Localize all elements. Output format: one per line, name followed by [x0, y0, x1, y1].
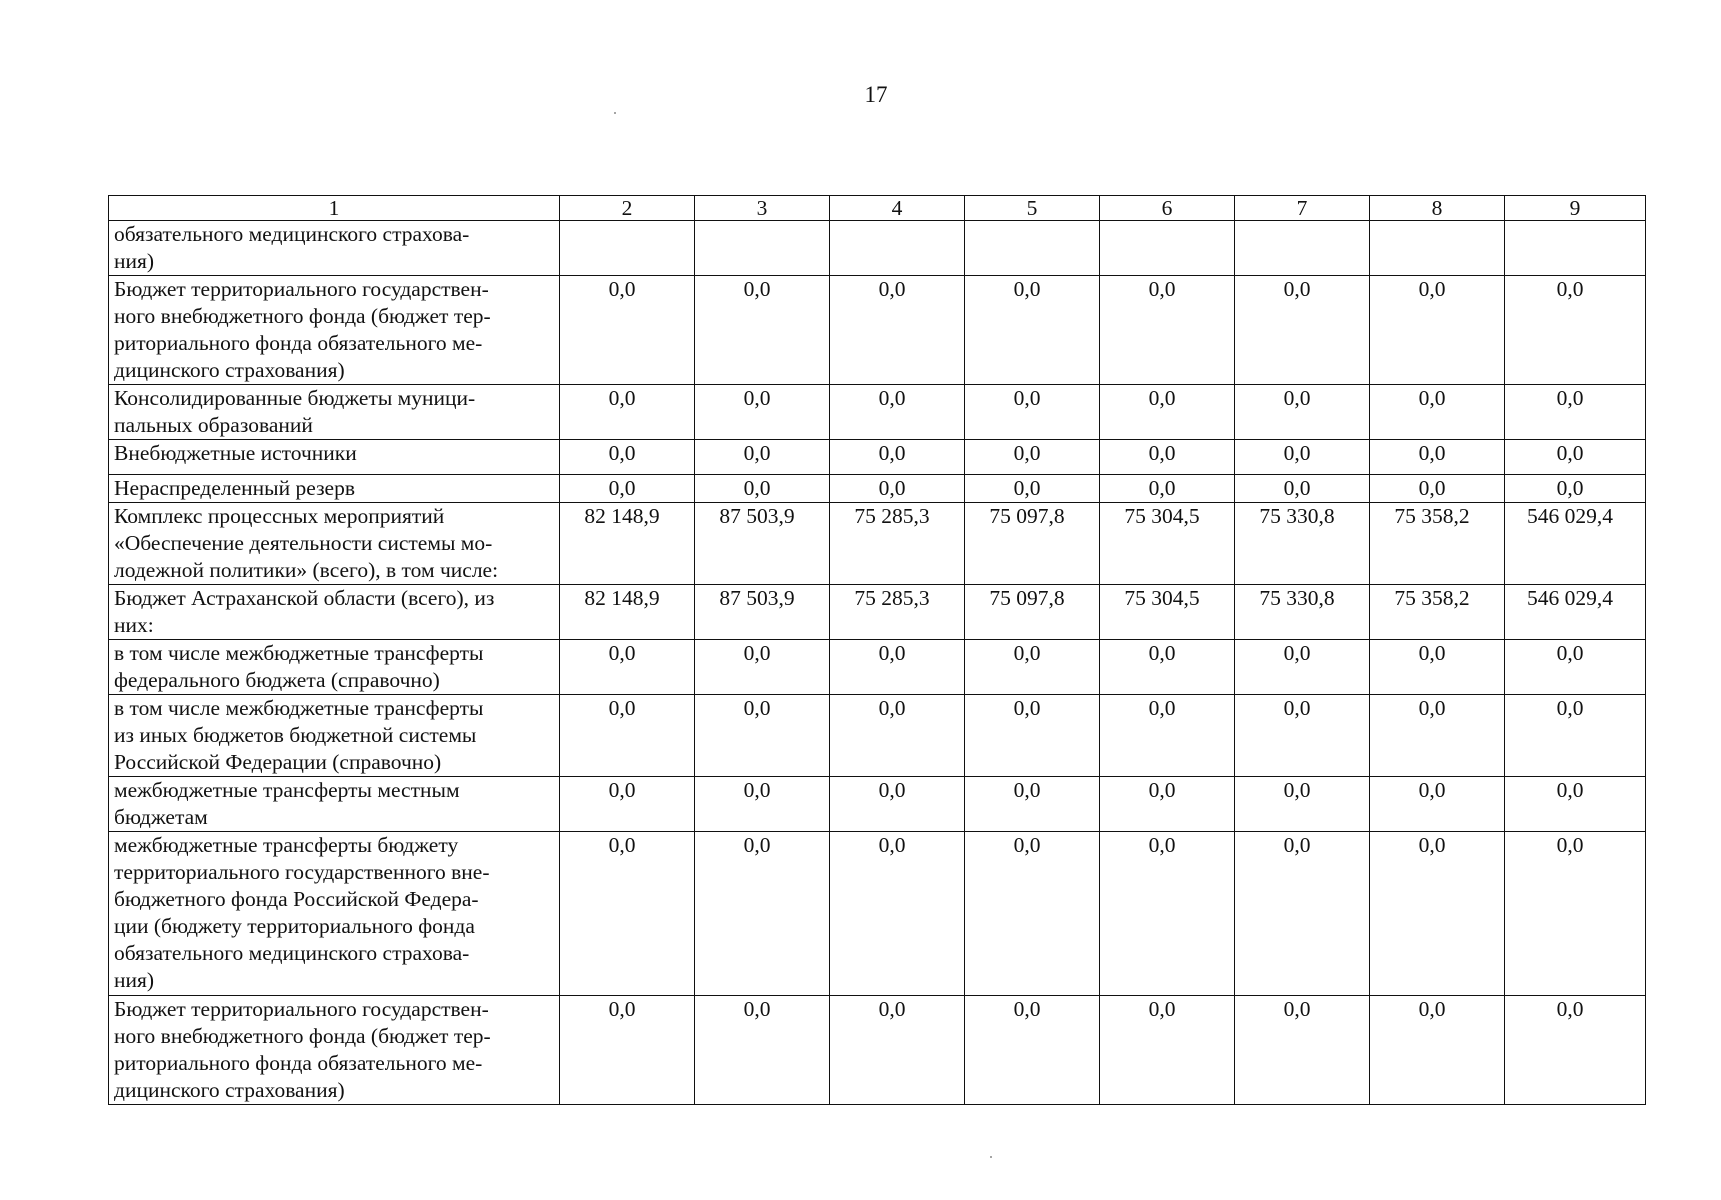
value-cell: 0,0	[1235, 475, 1370, 503]
column-header-5: 5	[965, 196, 1100, 221]
value-cell: 0,0	[830, 640, 965, 695]
table-row	[109, 475, 1646, 503]
value-cell: 0,0	[830, 475, 965, 503]
value-cell: 0,0	[1370, 640, 1505, 695]
value-cell: 0,0	[1505, 385, 1646, 440]
value-cell: 0,0	[1100, 777, 1235, 832]
value-cell: 0,0	[1505, 832, 1646, 996]
value-cell: 75 330,8	[1235, 585, 1370, 640]
row-label: Нераспределенный резерв	[109, 475, 560, 503]
row-label: обязательного медицинского страхова- ния)	[109, 221, 560, 276]
table-row	[109, 440, 1646, 475]
value-cell: 0,0	[695, 276, 830, 385]
page-number: 17	[864, 82, 888, 107]
value-cell: 0,0	[1100, 276, 1235, 385]
value-cell: 0,0	[1370, 777, 1505, 832]
table-row	[109, 996, 1646, 1105]
value-cell: 0,0	[965, 385, 1100, 440]
value-cell: 0,0	[1100, 440, 1235, 475]
value-cell: 82 148,9	[560, 503, 695, 585]
value-cell: 0,0	[1505, 276, 1646, 385]
value-cell: 0,0	[695, 996, 830, 1105]
row-label: в том числе межбюджетные трансферты федерального бюджета (справочно)	[109, 640, 560, 695]
value-cell: 0,0	[560, 777, 695, 832]
value-cell: 75 285,3	[830, 503, 965, 585]
value-cell: 0,0	[965, 832, 1100, 996]
value-cell: 0,0	[1100, 996, 1235, 1105]
value-cell: 0,0	[1100, 475, 1235, 503]
table-body	[109, 221, 1646, 1105]
value-cell: 0,0	[965, 695, 1100, 777]
value-cell: 0,0	[695, 475, 830, 503]
value-cell: 0,0	[695, 777, 830, 832]
value-cell: 0,0	[830, 440, 965, 475]
value-cell: 82 148,9	[560, 585, 695, 640]
table-header-row	[109, 196, 1646, 221]
column-header-3: 3	[695, 196, 830, 221]
value-cell: 75 304,5	[1100, 503, 1235, 585]
value-cell: 0,0	[560, 832, 695, 996]
table-row	[109, 832, 1646, 996]
value-cell: 0,0	[1505, 640, 1646, 695]
value-cell: 0,0	[1235, 832, 1370, 996]
table-row	[109, 585, 1646, 640]
table-row	[109, 385, 1646, 440]
value-cell: 0,0	[560, 385, 695, 440]
value-cell: 75 330,8	[1235, 503, 1370, 585]
value-cell: 0,0	[1370, 440, 1505, 475]
value-cell: 0,0	[695, 695, 830, 777]
value-cell: 0,0	[560, 276, 695, 385]
row-label: Консолидированные бюджеты муници- пальных образований	[109, 385, 560, 440]
column-header-7: 7	[1235, 196, 1370, 221]
value-cell: 0,0	[1100, 640, 1235, 695]
row-label: межбюджетные трансферты бюджету территориального государственного вне- бюджетного фонда Российской Федера- ции (бюджету территориального фонда обязательного медицинского страхова- ния)	[109, 832, 560, 996]
value-cell	[1100, 221, 1235, 276]
row-label: межбюджетные трансферты местным бюджетам	[109, 777, 560, 832]
column-header-4: 4	[830, 196, 965, 221]
value-cell	[695, 221, 830, 276]
value-cell: 0,0	[1235, 440, 1370, 475]
value-cell: 0,0	[1235, 276, 1370, 385]
value-cell: 75 285,3	[830, 585, 965, 640]
value-cell: 0,0	[965, 996, 1100, 1105]
value-cell: 0,0	[1505, 695, 1646, 777]
value-cell: 0,0	[830, 276, 965, 385]
value-cell: 0,0	[965, 440, 1100, 475]
table-row	[109, 640, 1646, 695]
value-cell: 0,0	[830, 777, 965, 832]
value-cell: 75 304,5	[1100, 585, 1235, 640]
row-label: Бюджет Астраханской области (всего), из них:	[109, 585, 560, 640]
scan-speck	[614, 112, 616, 114]
value-cell: 0,0	[965, 475, 1100, 503]
value-cell: 75 097,8	[965, 585, 1100, 640]
value-cell: 0,0	[830, 996, 965, 1105]
row-label: Бюджет территориального государствен- ного внебюджетного фонда (бюджет тер- риториального фонда обязательного ме- дицинского страхования)	[109, 996, 560, 1105]
value-cell: 546 029,4	[1505, 585, 1646, 640]
value-cell: 75 358,2	[1370, 585, 1505, 640]
value-cell: 0,0	[830, 385, 965, 440]
value-cell: 87 503,9	[695, 585, 830, 640]
column-header-2: 2	[560, 196, 695, 221]
value-cell: 0,0	[1235, 996, 1370, 1105]
value-cell: 0,0	[1505, 777, 1646, 832]
scan-speck	[990, 1156, 992, 1158]
value-cell: 0,0	[695, 832, 830, 996]
value-cell	[965, 221, 1100, 276]
value-cell: 75 358,2	[1370, 503, 1505, 585]
row-label: Комплекс процессных мероприятий «Обеспечение деятельности системы мо- лодежной политики» (всего), в том числе:	[109, 503, 560, 585]
value-cell: 0,0	[1370, 276, 1505, 385]
value-cell: 0,0	[560, 640, 695, 695]
value-cell	[1505, 221, 1646, 276]
value-cell: 0,0	[1505, 440, 1646, 475]
column-header-1: 1	[109, 196, 560, 221]
row-label: Бюджет территориального государствен- ного внебюджетного фонда (бюджет тер- риториального фонда обязательного ме- дицинского страхования)	[109, 276, 560, 385]
column-header-9: 9	[1505, 196, 1646, 221]
value-cell: 0,0	[1370, 996, 1505, 1105]
table-row	[109, 695, 1646, 777]
column-header-6: 6	[1100, 196, 1235, 221]
value-cell: 0,0	[1370, 832, 1505, 996]
value-cell: 0,0	[830, 695, 965, 777]
value-cell: 87 503,9	[695, 503, 830, 585]
row-label: Внебюджетные источники	[109, 440, 560, 475]
value-cell: 0,0	[1235, 385, 1370, 440]
value-cell: 0,0	[560, 695, 695, 777]
value-cell: 0,0	[1100, 832, 1235, 996]
table-row	[109, 503, 1646, 585]
value-cell: 0,0	[695, 440, 830, 475]
value-cell	[1235, 221, 1370, 276]
value-cell: 0,0	[560, 996, 695, 1105]
column-header-8: 8	[1370, 196, 1505, 221]
value-cell: 0,0	[1505, 475, 1646, 503]
value-cell: 546 029,4	[1505, 503, 1646, 585]
value-cell: 75 097,8	[965, 503, 1100, 585]
row-label: в том числе межбюджетные трансферты из иных бюджетов бюджетной системы Российской Федерации (справочно)	[109, 695, 560, 777]
value-cell	[1370, 221, 1505, 276]
value-cell: 0,0	[695, 385, 830, 440]
value-cell: 0,0	[1370, 475, 1505, 503]
value-cell: 0,0	[1100, 695, 1235, 777]
value-cell: 0,0	[965, 640, 1100, 695]
value-cell	[560, 221, 695, 276]
value-cell: 0,0	[965, 777, 1100, 832]
value-cell: 0,0	[1100, 385, 1235, 440]
value-cell: 0,0	[965, 276, 1100, 385]
value-cell: 0,0	[1370, 385, 1505, 440]
value-cell: 0,0	[1235, 777, 1370, 832]
value-cell: 0,0	[1370, 695, 1505, 777]
value-cell: 0,0	[1505, 996, 1646, 1105]
table-row	[109, 276, 1646, 385]
value-cell: 0,0	[1235, 695, 1370, 777]
budget-table	[108, 195, 1646, 1105]
value-cell: 0,0	[560, 440, 695, 475]
value-cell: 0,0	[830, 832, 965, 996]
table-row	[109, 777, 1646, 832]
value-cell: 0,0	[1235, 640, 1370, 695]
value-cell: 0,0	[560, 475, 695, 503]
table-row	[109, 221, 1646, 276]
value-cell: 0,0	[695, 640, 830, 695]
value-cell	[830, 221, 965, 276]
